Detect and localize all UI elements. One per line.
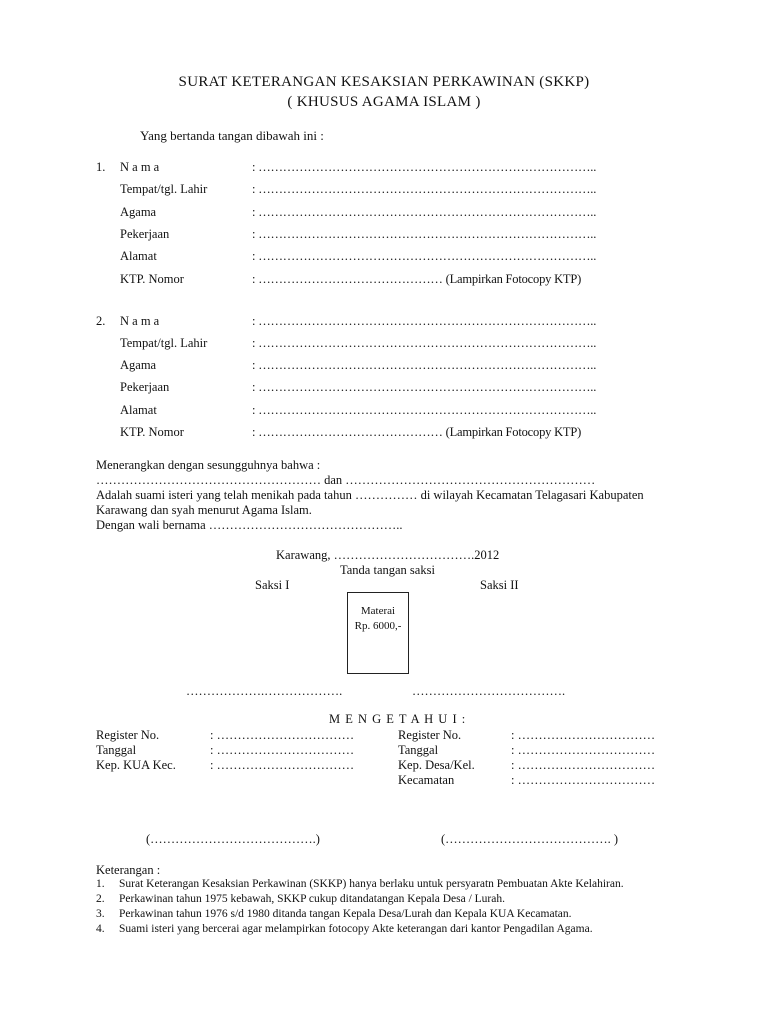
ack-right-label-tanggal: Tanggal: [398, 743, 439, 757]
field-value-agama: : ………………………………………………………………………..: [252, 358, 597, 372]
materai-stamp-box: [347, 592, 409, 674]
note-number: 4.: [96, 923, 105, 935]
statement-line-1: Menerangkan dengan sesungguhnya bahwa :: [96, 458, 321, 472]
field-label-ktp: KTP. Nomor: [120, 272, 184, 286]
materai-amount: Rp. 6000,-: [354, 620, 402, 632]
field-label-ktp: KTP. Nomor: [120, 425, 184, 439]
ack-left-label-tanggal: Tanggal: [96, 743, 137, 757]
ack-right-value-kecamatan: : ……………………………: [511, 773, 656, 787]
statement-line-4: Karawang dan syah menurut Agama Islam.: [96, 503, 312, 517]
note-number: 1.: [96, 878, 105, 890]
ack-right-label-desa: Kep. Desa/Kel.: [398, 758, 475, 772]
witness-1-label: Saksi I: [255, 578, 290, 592]
field-value-ttl: : ………………………………………………………………………..: [252, 336, 597, 350]
acknowledge-heading: M E N G E T A H U I :: [329, 712, 467, 726]
field-label-alamat: Alamat: [120, 403, 157, 417]
field-label-agama: Agama: [120, 205, 157, 219]
field-value-ttl: : ………………………………………………………………………..: [252, 182, 597, 196]
note-number: 2.: [96, 893, 105, 905]
ack-right-value-tanggal: : ……………………………: [511, 743, 656, 757]
ack-right-label-register: Register No.: [398, 728, 462, 742]
field-label-alamat: Alamat: [120, 249, 157, 263]
field-value-nama: : ………………………………………………………………………..: [252, 314, 597, 328]
place-date: Karawang, …………………………….2012: [276, 548, 500, 562]
signature-caption: Tanda tangan saksi: [340, 563, 435, 577]
ack-right-value-register: : ……………………………: [511, 728, 656, 742]
statement-line-5: Dengan wali bernama ………………………………………..: [96, 518, 403, 532]
note-text: Surat Keterangan Kesaksian Perkawinan (SKKP) hanya berlaku untuk persyaratn Pembuatan Akte Kelahiran.: [119, 878, 624, 890]
field-value-pekerjaan: : ………………………………………………………………………..: [252, 380, 597, 394]
field-label-pekerjaan: Pekerjaan: [120, 380, 170, 394]
note-text: Perkawinan tahun 1976 s/d 1980 ditanda tangan Kepala Desa/Lurah dan Kepala KUA Kecamatan.: [119, 908, 572, 920]
intro-text: Yang bertanda tangan dibawah ini :: [140, 128, 324, 143]
statement-line-3: Adalah suami isteri yang telah menikah pada tahun …………… di wilayah Kecamatan Telagasari Kabupaten: [96, 488, 644, 502]
field-value-alamat: : ………………………………………………………………………..: [252, 249, 597, 263]
field-value-ktp: : ……………………………………… (Lampirkan Fotocopy KTP): [252, 272, 582, 286]
materai-label: Materai: [360, 605, 396, 617]
ack-left-value-kua: : ……………………………: [210, 758, 355, 772]
field-label-nama: N a m a: [120, 160, 160, 174]
field-value-ktp: : ……………………………………… (Lampirkan Fotocopy KTP): [252, 425, 582, 439]
witness-1-sign-line: ……………….……………….: [186, 684, 343, 698]
field-value-alamat: : ………………………………………………………………………..: [252, 403, 597, 417]
person-number: 1.: [96, 160, 106, 174]
ack-left-value-register: : ……………………………: [210, 728, 355, 742]
document-subtitle: ( KHUSUS AGAMA ISLAM ): [287, 94, 481, 110]
ack-right-signature: (…………………………………. ): [441, 832, 619, 846]
witness-2-label: Saksi II: [480, 578, 519, 592]
document-title: SURAT KETERANGAN KESAKSIAN PERKAWINAN (SKKP): [178, 74, 590, 90]
ack-right-value-desa: : ……………………………: [511, 758, 656, 772]
field-label-ttl: Tempat/tgl. Lahir: [120, 182, 208, 196]
ack-left-label-register: Register No.: [96, 728, 160, 742]
field-label-agama: Agama: [120, 358, 157, 372]
note-text: Suami isteri yang bercerai agar melampirkan fotocopy Akte keterangan dari kantor Pengadilan Agama.: [119, 923, 593, 935]
statement-line-2: ……………………………………………… dan ……………………………………………………: [96, 473, 596, 487]
ack-left-label-kua: Kep. KUA Kec.: [96, 758, 176, 772]
ack-left-signature: (………………………………….): [146, 832, 320, 846]
ack-left-value-tanggal: : ……………………………: [210, 743, 355, 757]
field-value-pekerjaan: : ………………………………………………………………………..: [252, 227, 597, 241]
note-text: Perkawinan tahun 1975 kebawah, SKKP cukup ditandatangan Kepala Desa / Lurah.: [119, 893, 505, 905]
field-label-pekerjaan: Pekerjaan: [120, 227, 170, 241]
field-label-nama: N a m a: [120, 314, 160, 328]
person-number: 2.: [96, 314, 106, 328]
ack-right-label-kecamatan: Kecamatan: [398, 773, 455, 787]
field-value-nama: : ………………………………………………………………………..: [252, 160, 597, 174]
witness-2-sign-line: ……………………………….: [412, 684, 566, 698]
notes-heading: Keterangan :: [96, 863, 161, 877]
note-number: 3.: [96, 908, 105, 920]
field-label-ttl: Tempat/tgl. Lahir: [120, 336, 208, 350]
field-value-agama: : ………………………………………………………………………..: [252, 205, 597, 219]
